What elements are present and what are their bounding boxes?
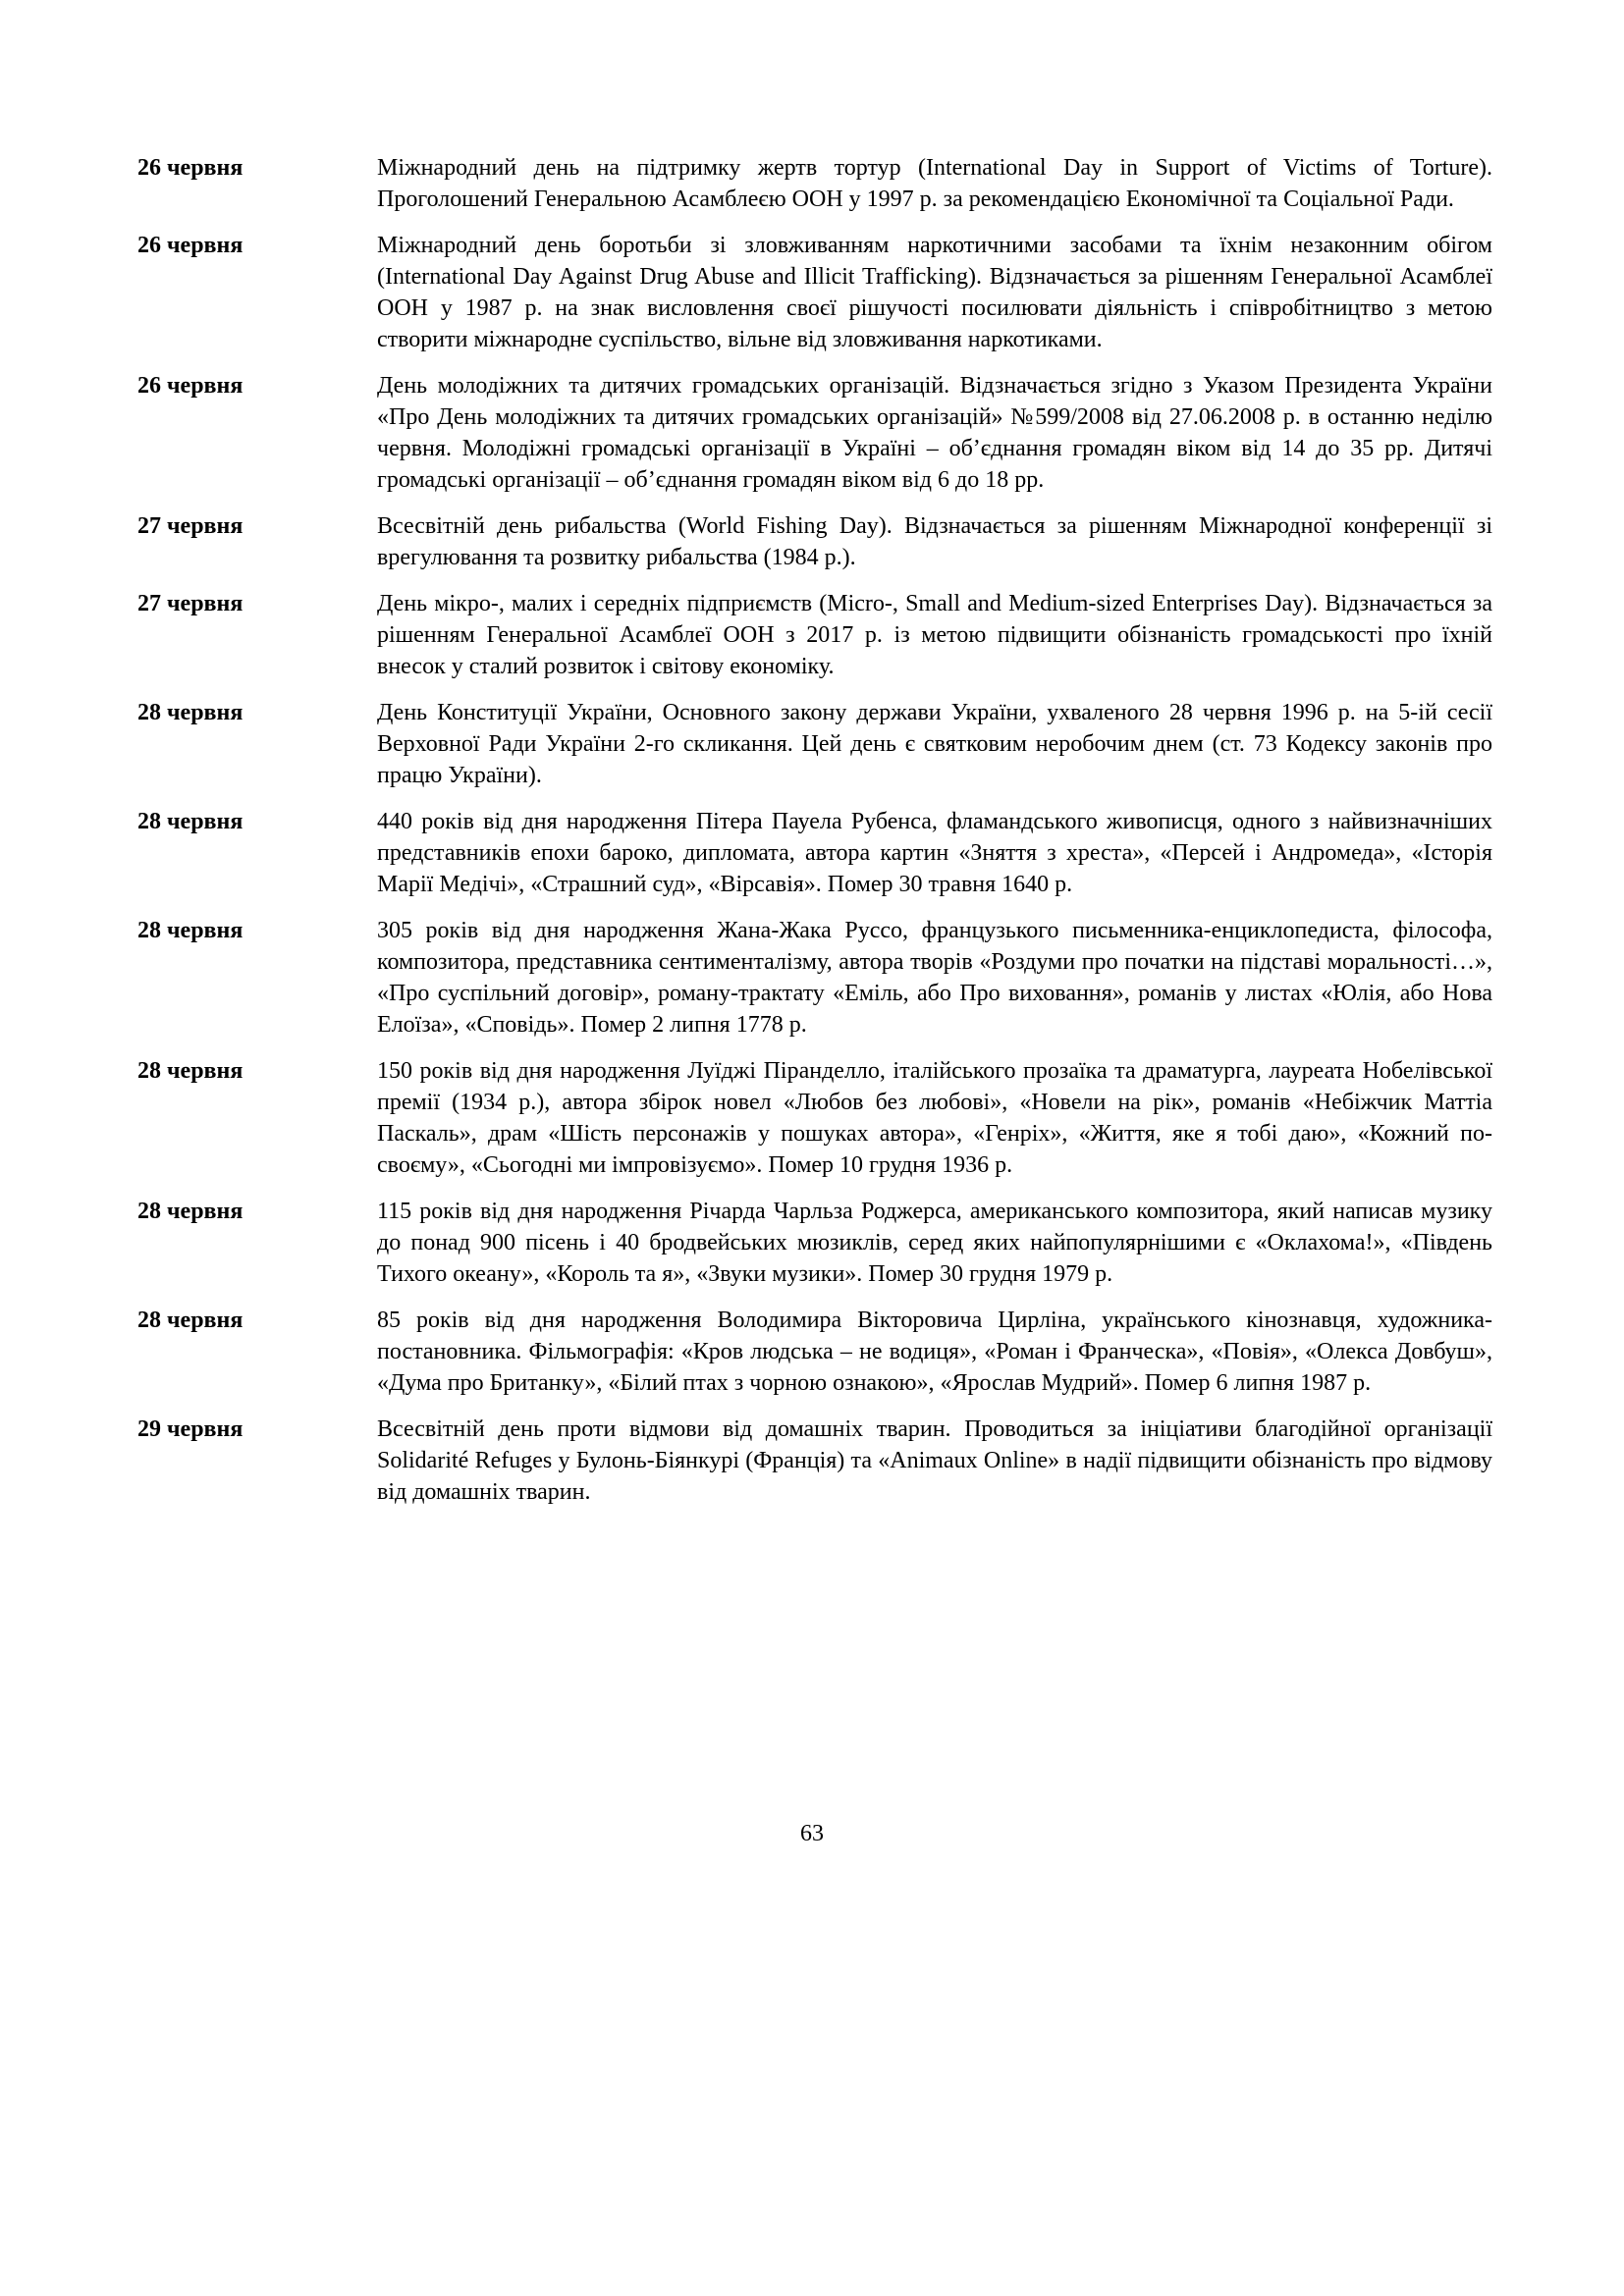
- entry-text: День мікро-, малих і середніх підприємств (Micro-, Small and Medium-sized Enterprises Day). Відзначається за рішенням Генеральної Асамблеї ООН з 2017 р. із метою підвищити обізнаність громадськості про їхній внесок у сталий розвиток і світову економіку.: [377, 591, 1492, 679]
- entry-date: 26 червня: [137, 155, 244, 181]
- entry-date: 26 червня: [137, 233, 244, 258]
- entry-text: 440 років від дня народження Пітера Пауела Рубенса, фламандського живописця, одного з найвизначніших представників епохи бароко, дипломата, автора картин «Зняття з хреста», «Персей і Андромеда», «Історія Марії Медічі», «Страшний суд», «Вірсавія». Помер 30 травня 1640 р.: [377, 809, 1492, 897]
- entry-date: 27 червня: [137, 591, 244, 616]
- calendar-entry: [137, 370, 1492, 496]
- calendar-entry: [137, 1414, 1492, 1508]
- entry-date: 29 червня: [137, 1416, 244, 1442]
- calendar-entry: [137, 697, 1492, 791]
- calendar-entry: [137, 510, 1492, 573]
- calendar-entries: [137, 152, 1492, 1522]
- calendar-entry: [137, 152, 1492, 215]
- entry-date: 27 червня: [137, 513, 244, 539]
- entry-text: День молодіжних та дитячих громадських організацій. Відзначається згідно з Указом Президента України «Про День молодіжних та дитячих громадських організацій» №599/2008 від 27.06.2008 р. в останню неділю червня. Молодіжні громадські організації в Україні – об’єднання громадян віком від 14 до 35 рр. Дитячі громадські організації – об’єднання громадян віком від 6 до 18 рр.: [377, 373, 1492, 493]
- entry-text: 305 років від дня народження Жана-Жака Руссо, французького письменника-енциклопедиста, філософа, композитора, представника сентименталізму, автора творів «Роздуми про початки на підставі моральності…», «Про суспільний договір», роману-трактату «Еміль, або Про виховання», романів у листах «Юлія, або Нова Елоїза», «Сповідь». Помер 2 липня 1778 р.: [377, 918, 1492, 1038]
- entry-date: 26 червня: [137, 373, 244, 399]
- entry-date: 28 червня: [137, 918, 244, 943]
- page-number: 63: [800, 1821, 824, 1846]
- entry-text: 115 років від дня народження Річарда Чарльза Роджерса, американського композитора, який написав музику до понад 900 пісень і 40 бродвейських мюзиклів, серед яких найпопулярнішими є «Оклахома!», «Південь Тихого океану», «Король та я», «Звуки музики». Помер 30 грудня 1979 р.: [377, 1199, 1492, 1287]
- entry-text: 150 років від дня народження Луїджі Піранделло, італійського прозаїка та драматурга, лауреата Нобелівської премії (1934 р.), автора збірок новел «Любов без любові», «Новели на рік», романів «Небіжчик Маттіа Паскаль», драм «Шість персонажів у пошуках автора», «Генріх», «Життя, яке я тобі даю», «Кожний по-своєму», «Сьогодні ми імпровізуємо». Помер 10 грудня 1936 р.: [377, 1058, 1492, 1178]
- calendar-entry: [137, 806, 1492, 900]
- entry-date: 28 червня: [137, 809, 244, 834]
- calendar-entry: [137, 588, 1492, 682]
- calendar-entry: [137, 915, 1492, 1041]
- entry-text: День Конституції України, Основного закону держави України, ухваленого 28 червня 1996 р. на 5-ій сесії Верховної Ради України 2-го скликання. Цей день є святковим неробочим днем (ст. 73 Кодексу законів про працю України).: [377, 700, 1492, 788]
- entry-text: Міжнародний день боротьби зі зловживанням наркотичними засобами та їхнім незаконним обігом (International Day Against Drug Abuse and Illicit Trafficking). Відзначається за рішенням Генеральної Асамблеї ООН у 1987 р. на знак висловлення своєї рішучості посилювати діяльність і співробітництво з метою створити міжнародне суспільство, вільне від зловживання наркотиками.: [377, 233, 1492, 352]
- entry-text: Міжнародний день на підтримку жертв тортур (International Day in Support of Victims of Torture). Проголошений Генеральною Асамблеєю ООН у 1997 р. за рекомендацією Економічної та Соціальної Ради.: [377, 155, 1492, 212]
- entry-date: 28 червня: [137, 1199, 244, 1224]
- entry-text: Всесвітній день проти відмови від домашніх тварин. Проводиться за ініціативи благодійної організації Solidarité Refuges у Булонь-Біянкурі (Франція) та «Animaux Online» в надії підвищити обізнаність про відмову від домашніх тварин.: [377, 1416, 1492, 1505]
- entry-text: Всесвітній день рибальства (World Fishing Day). Відзначається за рішенням Міжнародної конференції зі врегулювання та розвитку рибальства (1984 р.).: [377, 513, 1492, 570]
- calendar-entry: [137, 1196, 1492, 1290]
- calendar-entry: [137, 230, 1492, 355]
- entry-text: 85 років від дня народження Володимира Вікторовича Цирліна, українського кінознавця, художника-постановника. Фільмографія: «Кров людська – не водиця», «Роман і Франческа», «Повія», «Олекса Довбуш», «Дума про Британку», «Білий птах з чорною ознакою», «Ярослав Мудрий». Помер 6 липня 1987 р.: [377, 1308, 1492, 1396]
- calendar-entry: [137, 1305, 1492, 1399]
- calendar-entry: [137, 1055, 1492, 1181]
- entry-date: 28 червня: [137, 1308, 244, 1333]
- entry-date: 28 червня: [137, 700, 244, 725]
- entry-date: 28 червня: [137, 1058, 244, 1084]
